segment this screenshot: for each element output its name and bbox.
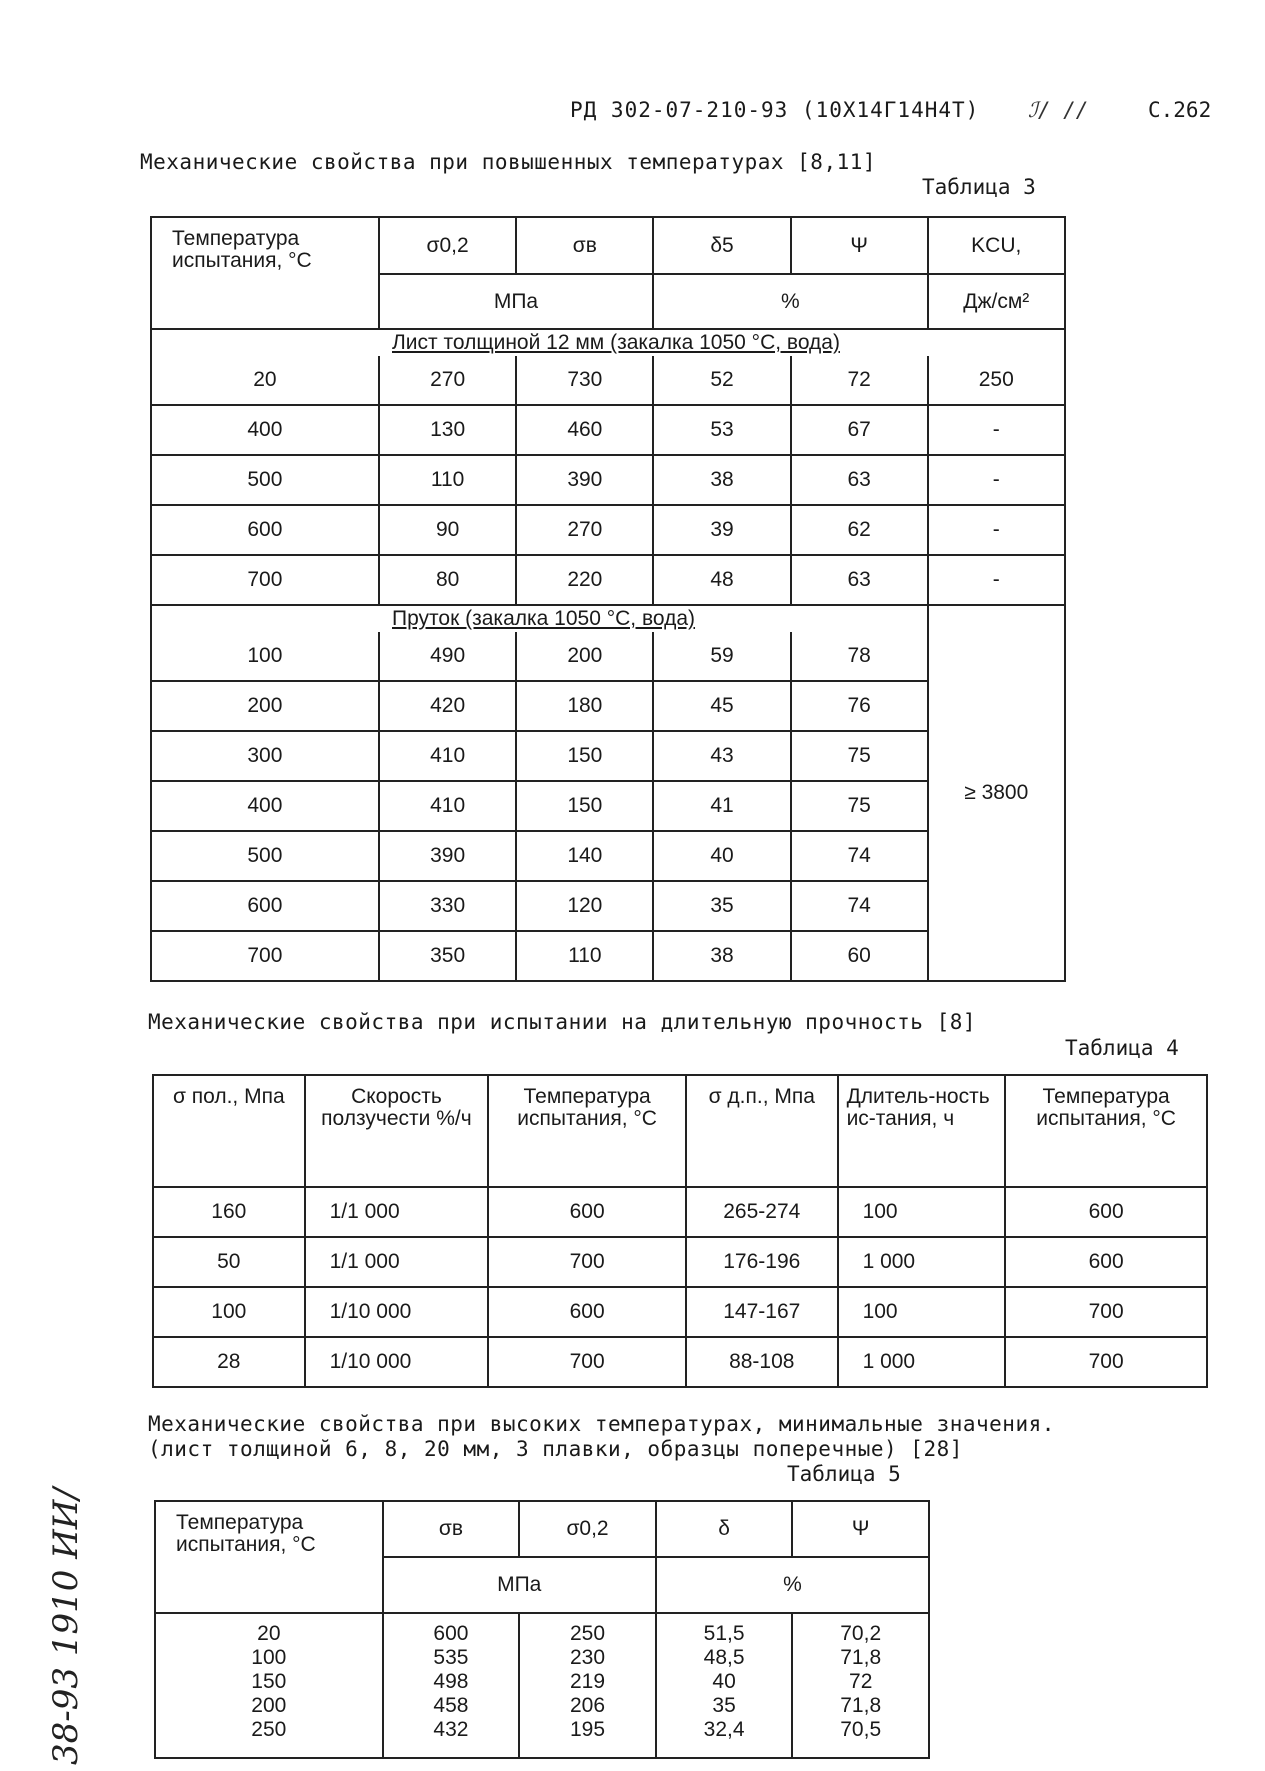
table-cell: 74 (791, 881, 928, 931)
table-cell: 63 (791, 555, 928, 605)
table-cell: 330 (379, 881, 517, 931)
table-cell: 100 (153, 1287, 305, 1337)
table-cell: 200 (516, 632, 653, 681)
table-cell: 460 (516, 405, 653, 455)
table3-caption: Механические свойства при повышенных температурах [8,11] (140, 150, 877, 174)
table-cell: 75 (791, 731, 928, 781)
table-row (153, 1287, 1207, 1337)
table5-label: Таблица 5 (787, 1462, 901, 1486)
table-cell: 72 (791, 356, 928, 405)
table-cell: 74 (791, 831, 928, 881)
table-cell: 75 (791, 781, 928, 831)
table-row (153, 1187, 1207, 1237)
table5-caption-line2: (лист толщиной 6, 8, 20 мм, 3 плавки, образцы поперечные) [28] (148, 1437, 963, 1461)
table3-header-sb: σв (516, 217, 653, 274)
table-cell: 176-196 (686, 1237, 838, 1287)
table-cell: 110 (379, 455, 517, 505)
table-row (151, 505, 1065, 555)
table-cell: 38 (653, 931, 791, 981)
table3-header-mpa: МПа (379, 274, 653, 329)
table-cell: - (928, 405, 1066, 455)
table-cell: 200 (151, 681, 379, 731)
table5-header-mpa: МПа (383, 1557, 656, 1613)
handwritten-mark-icon: ℐ/ // (1028, 98, 1089, 122)
table3-section2-title: Пруток (закалка 1050 °С, вода) (151, 605, 928, 632)
table3-header-kcu-unit: Дж/см² (928, 274, 1066, 329)
table-cell: 410 (379, 781, 517, 831)
table-cell: 150 (516, 731, 653, 781)
table5-header-psi: Ψ (792, 1501, 929, 1557)
table-cell: 600 (488, 1187, 686, 1237)
table-cell: 265-274 (686, 1187, 838, 1237)
table-cell: 700 (488, 1337, 686, 1387)
table5-col-s02: 250 230 219 206 195 (519, 1613, 656, 1758)
table3 (150, 216, 1066, 982)
table3-header-d5: δ5 (653, 217, 791, 274)
table-cell: 67 (791, 405, 928, 455)
table-cell: 150 (516, 781, 653, 831)
table-row (153, 1237, 1207, 1287)
table-cell: 600 (488, 1287, 686, 1337)
table-cell: 220 (516, 555, 653, 605)
table-cell: 48 (653, 555, 791, 605)
table-row (151, 455, 1065, 505)
table-cell: 60 (791, 931, 928, 981)
table-cell: 1/1 000 (305, 1237, 489, 1287)
handwritten-signature-icon: 38-93 1910 ИИ/ (46, 1488, 86, 1765)
table-cell: 1/1 000 (305, 1187, 489, 1237)
table-cell: 700 (488, 1237, 686, 1287)
table-cell: 35 (653, 881, 791, 931)
table-cell: 1 000 (838, 1237, 1006, 1287)
table-cell: 52 (653, 356, 791, 405)
table-cell: 700 (151, 555, 379, 605)
table-cell: - (928, 455, 1066, 505)
table5-header-temp: Температура испытания, °С (155, 1501, 383, 1613)
table-cell: 700 (1005, 1287, 1207, 1337)
table-cell: 140 (516, 831, 653, 881)
table-cell: 400 (151, 405, 379, 455)
table-cell: 63 (791, 455, 928, 505)
document-code: РД 302-07-210-93 (10Х14Г14Н4Т) (570, 98, 980, 122)
table-cell: 90 (379, 505, 517, 555)
table-cell: 45 (653, 681, 791, 731)
table-cell: 50 (153, 1237, 305, 1287)
table5-col-d: 51,5 48,5 40 35 32,4 (656, 1613, 793, 1758)
table-cell: - (928, 505, 1066, 555)
table3-header-s02: σ0,2 (379, 217, 517, 274)
table5-col-psi: 70,2 71,8 72 71,8 70,5 (792, 1613, 929, 1758)
table-cell: 600 (1005, 1237, 1207, 1287)
table5 (154, 1500, 930, 1759)
table-cell: 1/10 000 (305, 1287, 489, 1337)
table-cell: 38 (653, 455, 791, 505)
table-cell: 76 (791, 681, 928, 731)
table-cell: 420 (379, 681, 517, 731)
table-row (151, 405, 1065, 455)
table-cell: 500 (151, 831, 379, 881)
table3-section1-title: Лист толщиной 12 мм (закалка 1050 °С, вода) (151, 329, 1065, 356)
table-cell: 250 (928, 356, 1066, 405)
table-cell: 500 (151, 455, 379, 505)
table-cell: 43 (653, 731, 791, 781)
table-cell: 300 (151, 731, 379, 781)
table-cell: 100 (838, 1287, 1006, 1337)
table5-header-d: δ (656, 1501, 793, 1557)
table-cell: 490 (379, 632, 517, 681)
table-cell: 100 (151, 632, 379, 681)
table-cell: - (928, 555, 1066, 605)
page-number: С.262 (1148, 98, 1212, 122)
table-row (153, 1337, 1207, 1387)
table-cell: 41 (653, 781, 791, 831)
table-cell: 600 (151, 881, 379, 931)
table-cell: 80 (379, 555, 517, 605)
table3-header-temp: Температура испытания, °С (151, 217, 379, 329)
table3-header-pct: % (653, 274, 927, 329)
table3-header-kcu: KCU, (928, 217, 1066, 274)
table-cell: 400 (151, 781, 379, 831)
table4-header-5: Температура испытания, °С (1005, 1075, 1207, 1187)
table4 (152, 1074, 1208, 1388)
table5-header-pct: % (656, 1557, 929, 1613)
table-cell: 600 (1005, 1187, 1207, 1237)
table5-caption-line1: Механические свойства при высоких температурах, минимальные значения. (148, 1412, 1055, 1436)
table-cell: 88-108 (686, 1337, 838, 1387)
table4-header-4: Длитель-ность ис-тания, ч (838, 1075, 1006, 1187)
table-cell: 40 (653, 831, 791, 881)
table-cell: 700 (151, 931, 379, 981)
table-row (155, 1613, 929, 1758)
table-cell: 20 (151, 356, 379, 405)
table-cell: 390 (379, 831, 517, 881)
table-cell: 78 (791, 632, 928, 681)
table-cell: 59 (653, 632, 791, 681)
table-cell: 100 (838, 1187, 1006, 1237)
table-cell: 110 (516, 931, 653, 981)
table5-col-sb: 600 535 498 458 432 (383, 1613, 520, 1758)
table-cell: 180 (516, 681, 653, 731)
table3-section2-kcu: ≥ 3800 (928, 605, 1066, 981)
table-row (151, 555, 1065, 605)
table-cell: 270 (516, 505, 653, 555)
table-cell: 160 (153, 1187, 305, 1237)
table-cell: 130 (379, 405, 517, 455)
table-cell: 39 (653, 505, 791, 555)
table5-header-s02: σ0,2 (519, 1501, 656, 1557)
table4-header-1: Скорость ползучести %/ч (305, 1075, 489, 1187)
table5-col-temp: 20 100 150 200 250 (155, 1613, 383, 1758)
table-cell: 120 (516, 881, 653, 931)
table-cell: 1 000 (838, 1337, 1006, 1387)
table3-label: Таблица 3 (922, 175, 1036, 199)
table4-header-2: Температура испытания, °С (488, 1075, 686, 1187)
table-cell: 390 (516, 455, 653, 505)
table-cell: 270 (379, 356, 517, 405)
table4-caption: Механические свойства при испытании на длительную прочность [8] (148, 1010, 977, 1034)
table3-header-psi: Ψ (791, 217, 928, 274)
table-cell: 350 (379, 931, 517, 981)
table-cell: 28 (153, 1337, 305, 1387)
table4-label: Таблица 4 (1065, 1036, 1179, 1060)
table-cell: 53 (653, 405, 791, 455)
table-cell: 147-167 (686, 1287, 838, 1337)
table-cell: 62 (791, 505, 928, 555)
table-cell: 730 (516, 356, 653, 405)
table4-header-3: σ д.п., Мпа (686, 1075, 838, 1187)
table5-header-sb: σв (383, 1501, 520, 1557)
table-cell: 1/10 000 (305, 1337, 489, 1387)
table-cell: 410 (379, 731, 517, 781)
table4-header-0: σ пол., Мпа (153, 1075, 305, 1187)
table-cell: 700 (1005, 1337, 1207, 1387)
table-cell: 600 (151, 505, 379, 555)
